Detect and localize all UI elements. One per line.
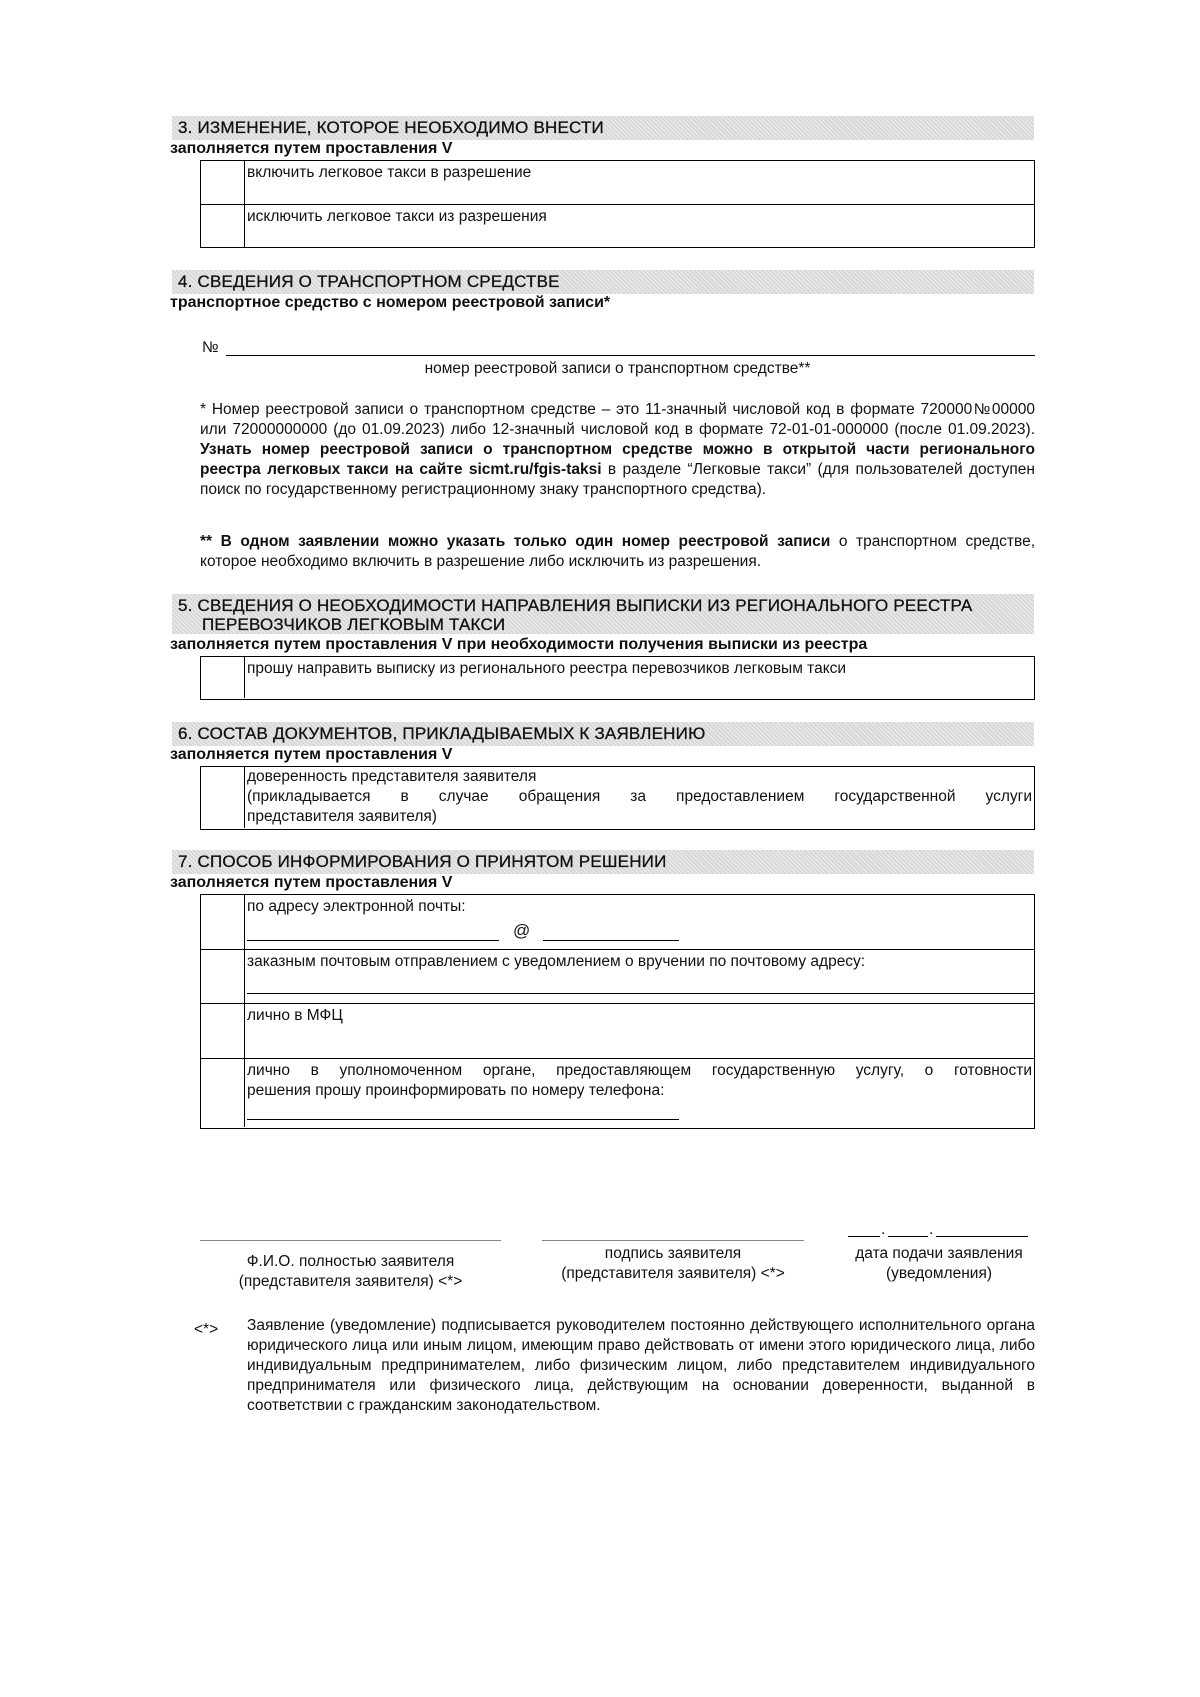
checkbox-postal-mail[interactable] <box>201 950 245 1003</box>
checkbox-email[interactable] <box>201 895 245 949</box>
footnote-text-end: в разделе “Легковые такси” (для пользователей доступен поиск по государственному регистрационному знаку транспортного средства). <box>200 461 1035 498</box>
checkbox-request-extract[interactable] <box>201 657 245 698</box>
date-day-input[interactable] <box>848 1236 880 1237</box>
checkbox-power-of-attorney[interactable] <box>201 767 245 828</box>
registry-number-caption: номер реестровой записи о транспортном средстве** <box>424 360 811 377</box>
section-7-title-bar <box>172 850 1034 874</box>
registry-number-label: № <box>202 339 219 356</box>
section-5-title-line2: ПЕРЕВОЗЧИКОВ ЛЕГКОВЫМ ТАКСИ <box>202 615 506 634</box>
date-dot-1: . <box>881 1221 886 1238</box>
section-5-hint: заполняется путем проставления V при необходимости получения выписки из реестра <box>170 636 868 653</box>
date-caption <box>834 1244 1044 1284</box>
option-row-phone[interactable] <box>201 1058 1034 1127</box>
single-number-note <box>200 532 1035 572</box>
poa-line3: представителя заявителя) <box>247 808 437 825</box>
poa-line2: (прикладывается в случае обращения за предоставлением государственной услуги <box>247 788 1032 805</box>
checkbox-mfc[interactable] <box>201 1004 245 1058</box>
email-at-sign: @ <box>513 921 531 940</box>
phone-label-line1: лично в уполномоченном органе, предоставляющем государственную услугу, о готовности <box>247 1062 1032 1079</box>
option-row-exclude[interactable] <box>201 204 1034 247</box>
fio-caption-line2: (представителя заявителя) <*> <box>238 1273 463 1290</box>
section-7-title: 7. СПОСОБ ИНФОРМИРОВАНИЯ О ПРИНЯТОМ РЕШЕНИИ <box>178 852 667 871</box>
signature-caption-line1: подпись заявителя <box>604 1245 742 1262</box>
note-text: о транспортном средстве, которое необходимо включить в разрешение либо исключить из разрешения. <box>200 533 1036 570</box>
date-dot-2: . <box>929 1221 934 1238</box>
section-7-options-table <box>200 894 1035 1129</box>
section-6-hint: заполняется путем проставления V <box>170 746 453 763</box>
email-domain-input[interactable] <box>543 940 679 941</box>
checkbox-exclude-taxi[interactable] <box>201 205 245 247</box>
option-label-email: по адресу электронной почты: <box>247 898 466 915</box>
option-row-mfc[interactable] <box>201 1003 1034 1058</box>
section-3-options-table <box>200 160 1035 248</box>
section-3-title: 3. ИЗМЕНЕНИЕ, КОТОРОЕ НЕОБХОДИМО ВНЕСТИ <box>178 118 604 137</box>
section-3-hint: заполняется путем проставления V <box>170 140 453 157</box>
section-6-title-bar <box>172 722 1034 746</box>
date-caption-line2: (уведомления) <box>885 1265 992 1282</box>
checkbox-include-taxi[interactable] <box>201 161 245 204</box>
fio-signature-line[interactable] <box>200 1240 501 1241</box>
signature-caption <box>530 1244 816 1284</box>
fio-caption <box>200 1252 501 1292</box>
section-6-options-table <box>200 766 1035 830</box>
section-5-options-table <box>200 656 1035 700</box>
section-4-title-bar <box>172 270 1034 294</box>
footnote-text: * Номер реестровой записи о транспортном средстве – это 11-значный числовой код в формате 720000№00000 или 72000000000 (до 01.09.2023) либо 12-значный числовой код в формате 72-01-01-000000 (после 01.09.2023). <box>200 401 1035 438</box>
option-label-power-of-attorney <box>247 767 1032 827</box>
option-label-extract: прошу направить выписку из регионального реестра перевозчиков легковым такси <box>247 660 847 677</box>
registry-number-input[interactable] <box>226 355 1035 356</box>
footer-note-text: Заявление (уведомление) подписывается руководителем постоянно действующего исполнительного органа юридического лица или иным лицом, имеющим право действовать от имени этого юридического лица, либо индивидуальным предпринимателем, либо физическим лицом, либо представителем индивидуального предпринимателя или физического лица, действующим на основании доверенности, выданной в соответствии с гражданским законодательством. <box>247 1317 1035 1414</box>
option-label-mfc: лично в МФЦ <box>247 1007 343 1024</box>
registry-number-footnote <box>200 400 1035 500</box>
section-4-subtitle: транспортное средство с номером реестровой записи* <box>170 294 611 311</box>
section-5-title-bar <box>172 594 1034 634</box>
signature-caption-line2: (представителя заявителя) <*> <box>561 1265 785 1282</box>
signature-line[interactable] <box>542 1240 804 1241</box>
option-row-include[interactable] <box>201 161 1034 204</box>
option-label-include: включить легковое такси в разрешение <box>247 164 532 181</box>
option-row-mail[interactable] <box>201 949 1034 1003</box>
footnote-bold-text: Узнать номер реестровой записи о транспортном средстве можно в открытой части регионального реестра легковых такси на сайте sicmt.ru/fgis-taksi <box>200 441 1035 478</box>
option-row-extract[interactable] <box>201 657 1034 698</box>
section-7-hint: заполняется путем проставления V <box>170 874 453 891</box>
footer-note-marker: <*> <box>194 1321 219 1338</box>
option-row-power-of-attorney[interactable] <box>201 767 1034 828</box>
postal-address-input[interactable] <box>247 993 1034 994</box>
option-label-phone <box>247 1061 1032 1101</box>
date-month-input[interactable] <box>888 1236 928 1237</box>
section-6-title: 6. СОСТАВ ДОКУМЕНТОВ, ПРИКЛАДЫВАЕМЫХ К ЗАЯВЛЕНИЮ <box>178 724 706 743</box>
section-3-title-bar <box>172 116 1034 140</box>
option-label-exclude: исключить легковое такси из разрешения <box>247 208 547 225</box>
note-bold-text: ** В одном заявлении можно указать только один номер реестровой записи <box>200 533 831 550</box>
date-caption-line1: дата подачи заявления <box>855 1245 1023 1262</box>
option-row-email[interactable] <box>201 895 1034 949</box>
email-local-input[interactable] <box>247 940 499 941</box>
section-4-title: 4. СВЕДЕНИЯ О ТРАНСПОРТНОМ СРЕДСТВЕ <box>178 272 560 291</box>
date-year-input[interactable] <box>936 1236 1028 1237</box>
section-5-title-line1: 5. СВЕДЕНИЯ О НЕОБХОДИМОСТИ НАПРАВЛЕНИЯ ВЫПИСКИ ИЗ РЕГИОНАЛЬНОГО РЕЕСТРА <box>178 596 973 615</box>
phone-number-input[interactable] <box>247 1119 679 1120</box>
fio-caption-line1: Ф.И.О. полностью заявителя <box>246 1253 455 1270</box>
phone-label-line2: решения прошу проинформировать по номеру телефона: <box>247 1082 665 1099</box>
option-label-mail: заказным почтовым отправлением с уведомлением о вручении по почтовому адресу: <box>247 953 866 970</box>
checkbox-phone[interactable] <box>201 1059 245 1127</box>
poa-line1: доверенность представителя заявителя <box>247 768 537 785</box>
